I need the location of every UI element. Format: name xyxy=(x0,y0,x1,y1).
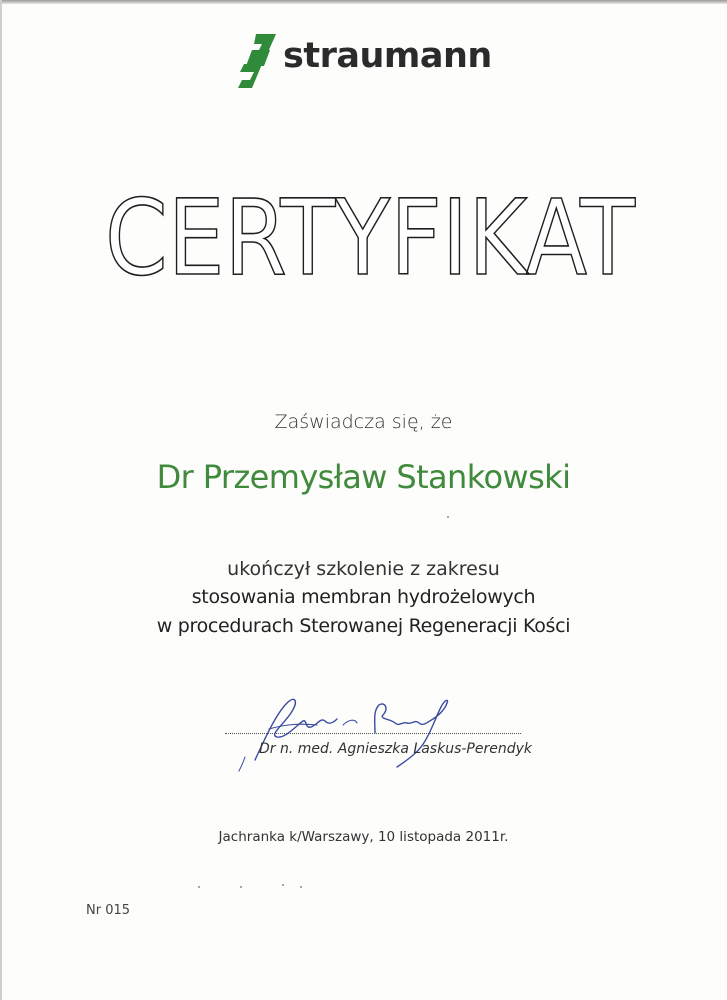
scan-left-edge xyxy=(0,0,2,1000)
place-and-date: Jachranka k/Warszawy, 10 listopada 2011r. xyxy=(218,829,509,845)
certificate-title-text: CERTYFIKAT xyxy=(105,177,636,299)
course-title-line-1: stosowania membran hydrożelowych xyxy=(191,586,536,608)
scan-speck xyxy=(282,884,284,886)
scan-speck xyxy=(198,886,200,888)
brand-name: straumann xyxy=(283,36,492,76)
scan-speck xyxy=(240,886,242,888)
course-title-line-2: w procedurach Sterowanej Regeneracji Kości xyxy=(156,615,571,637)
scan-speck xyxy=(300,886,302,888)
certificate-title xyxy=(100,177,640,299)
intro-text: Zaświadcza się, że xyxy=(274,411,453,433)
certificate-number: Nr 015 xyxy=(86,903,131,918)
scan-speck xyxy=(447,516,449,518)
signer-name: Dr n. med. Agnieszka Laskus-Perendyk xyxy=(259,741,532,757)
signature-block xyxy=(225,685,532,775)
straumann-logo xyxy=(236,32,506,90)
scan-top-edge xyxy=(0,0,727,4)
completed-text: ukończył szkolenie z zakresu xyxy=(227,558,500,580)
handwritten-signature xyxy=(225,685,525,775)
straumann-s-mark-icon xyxy=(236,32,280,90)
recipient-name: Dr Przemysław Stankowski xyxy=(156,458,571,496)
